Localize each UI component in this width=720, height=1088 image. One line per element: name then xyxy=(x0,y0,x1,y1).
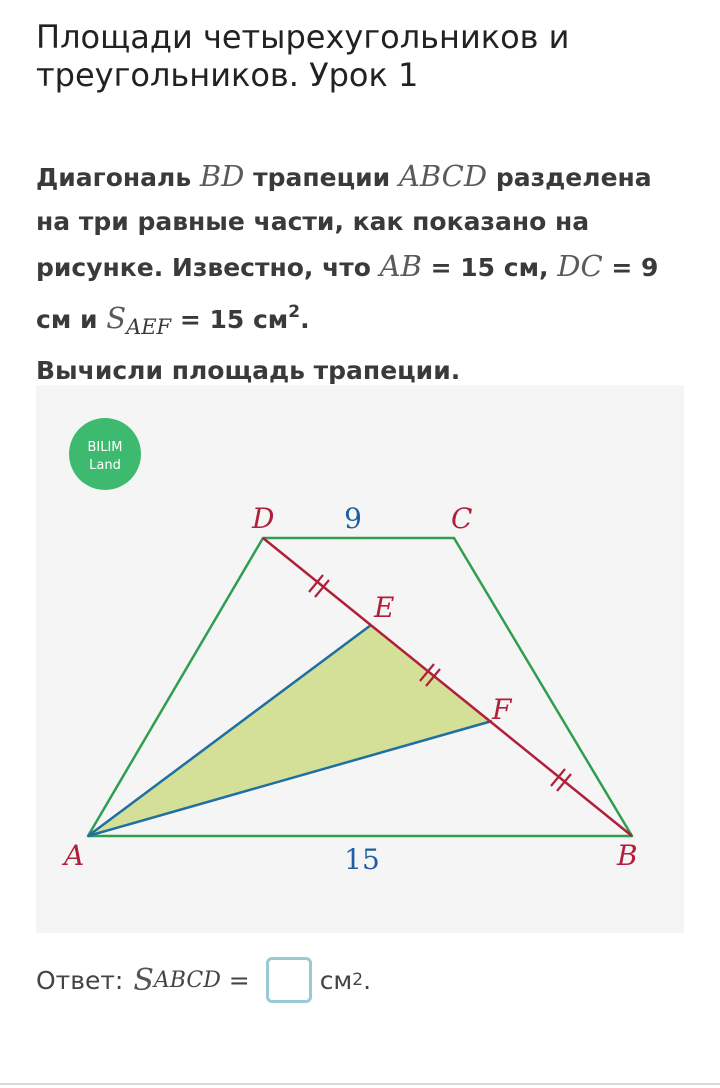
superscript-2: 2 xyxy=(352,970,364,990)
problem-text-part: . xyxy=(300,305,310,334)
answer-row xyxy=(36,950,676,1010)
label-d: D xyxy=(252,502,275,535)
problem-text-part: трапеции xyxy=(244,163,399,192)
problem-text-part: = 15 см, xyxy=(421,253,558,282)
equals-sign: = xyxy=(220,965,258,995)
label-dc-length: 9 xyxy=(344,502,362,535)
answer-input[interactable] xyxy=(266,957,312,1003)
problem-text xyxy=(36,154,686,393)
trapezoid-diagram xyxy=(36,385,684,933)
label-b: B xyxy=(617,839,638,872)
label-f: F xyxy=(492,693,512,726)
label-ab-length: 15 xyxy=(344,843,380,876)
math-ab: AB xyxy=(379,249,422,283)
logo-text-bottom: Land xyxy=(89,458,121,473)
math-subscript-abcd: ABCD xyxy=(153,967,221,993)
math-s: S xyxy=(106,301,127,335)
bottom-divider xyxy=(0,1083,720,1085)
math-subscript-aef: AEF xyxy=(126,315,172,339)
answer-unit: см xyxy=(319,965,353,995)
problem-text-part: разделена на три равные части, как показано на рисунке. Известно, что xyxy=(36,163,652,282)
superscript-2: 2 xyxy=(288,302,301,322)
math-abcd: ABCD xyxy=(398,159,488,193)
math-bd: BD xyxy=(199,159,245,193)
logo-text-top: BILIM xyxy=(87,440,123,455)
answer-period: . xyxy=(363,965,372,995)
problem-text-part: = 9 см и xyxy=(36,253,659,334)
answer-label: Ответ: xyxy=(36,965,124,995)
label-c: C xyxy=(451,502,473,535)
lesson-title: Площади четырехугольников и треугольников. Урок 1 xyxy=(36,18,570,94)
math-dc: DC xyxy=(557,249,603,283)
math-s-answer: S xyxy=(133,962,154,998)
label-a: A xyxy=(64,839,85,872)
label-e: E xyxy=(374,591,395,624)
problem-text-part: = 15 см xyxy=(171,305,289,334)
problem-question: Вычисли площадь трапеции. xyxy=(36,356,461,385)
problem-text-part: Диагональ xyxy=(36,163,200,192)
figure-panel xyxy=(36,385,684,933)
